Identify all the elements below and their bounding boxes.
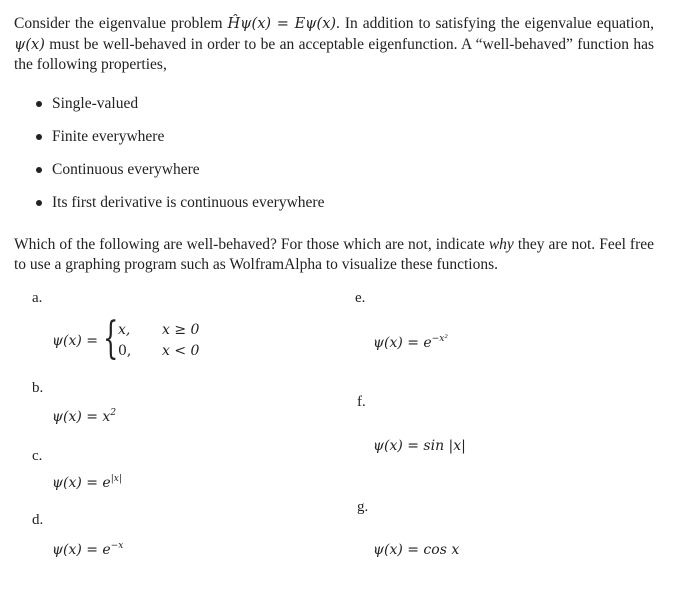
- item-g-expression: ψ(x) = cos x: [373, 542, 460, 558]
- item-c-label: c.: [32, 448, 43, 464]
- item-d-label: d.: [32, 512, 44, 528]
- bullet-icon: [36, 167, 42, 173]
- item-b-expression: $\psi(x) = x^2$: [52, 408, 117, 425]
- item-d-expression: $\psi(x) = e^{-x}$: [52, 541, 124, 558]
- bullet-icon: [36, 200, 42, 206]
- intro-prefix: Consider the eigenvalue problem: [14, 15, 228, 32]
- intro-middle: . In addition to satisfying the eigenvalue equation,: [336, 15, 654, 32]
- item-a-case1-value: x,: [118, 322, 131, 338]
- item-a-case2-value: 0,: [118, 343, 132, 359]
- question-part1: Which of the following are well-behaved? For those which are not, indicate: [14, 236, 489, 253]
- item-a-case1-condition: x ≥ 0: [162, 322, 200, 338]
- intro-paragraph: [14, 14, 654, 75]
- bullet-icon: [36, 134, 42, 140]
- bullet-icon: [36, 101, 42, 107]
- item-a-case2-condition: x < 0: [162, 343, 200, 359]
- item-f-label: f.: [357, 394, 366, 410]
- question-paragraph: [14, 235, 654, 274]
- psi-symbol: ψ(x): [14, 36, 45, 53]
- item-a-lhs: ψ(x) =: [52, 333, 98, 349]
- item-b-label: b.: [32, 380, 44, 396]
- question-emphasis: why: [488, 236, 514, 253]
- question-part2: they are not. Feel free to use a graphing program such as WolframAlpha to visualize these functions.: [14, 236, 655, 273]
- intro-suffix: must be well-behaved in order to be an acceptable eigenfunction. A “well-behaved” function has the following properties,: [14, 35, 654, 73]
- item-a-label: a.: [32, 290, 43, 306]
- item-f-expression: ψ(x) = sin |x|: [373, 438, 466, 454]
- left-brace-icon: {: [103, 313, 119, 364]
- item-g-label: g.: [357, 499, 369, 515]
- item-c-expression: $\psi(x) = e^{|x|}$: [52, 474, 122, 491]
- item-e-expression: $\psi(x) = e^{-x^2}$: [373, 334, 448, 351]
- eigenvalue-equation: Ĥψ(x) = Eψ(x): [227, 16, 337, 32]
- item-e-label: e.: [355, 290, 366, 306]
